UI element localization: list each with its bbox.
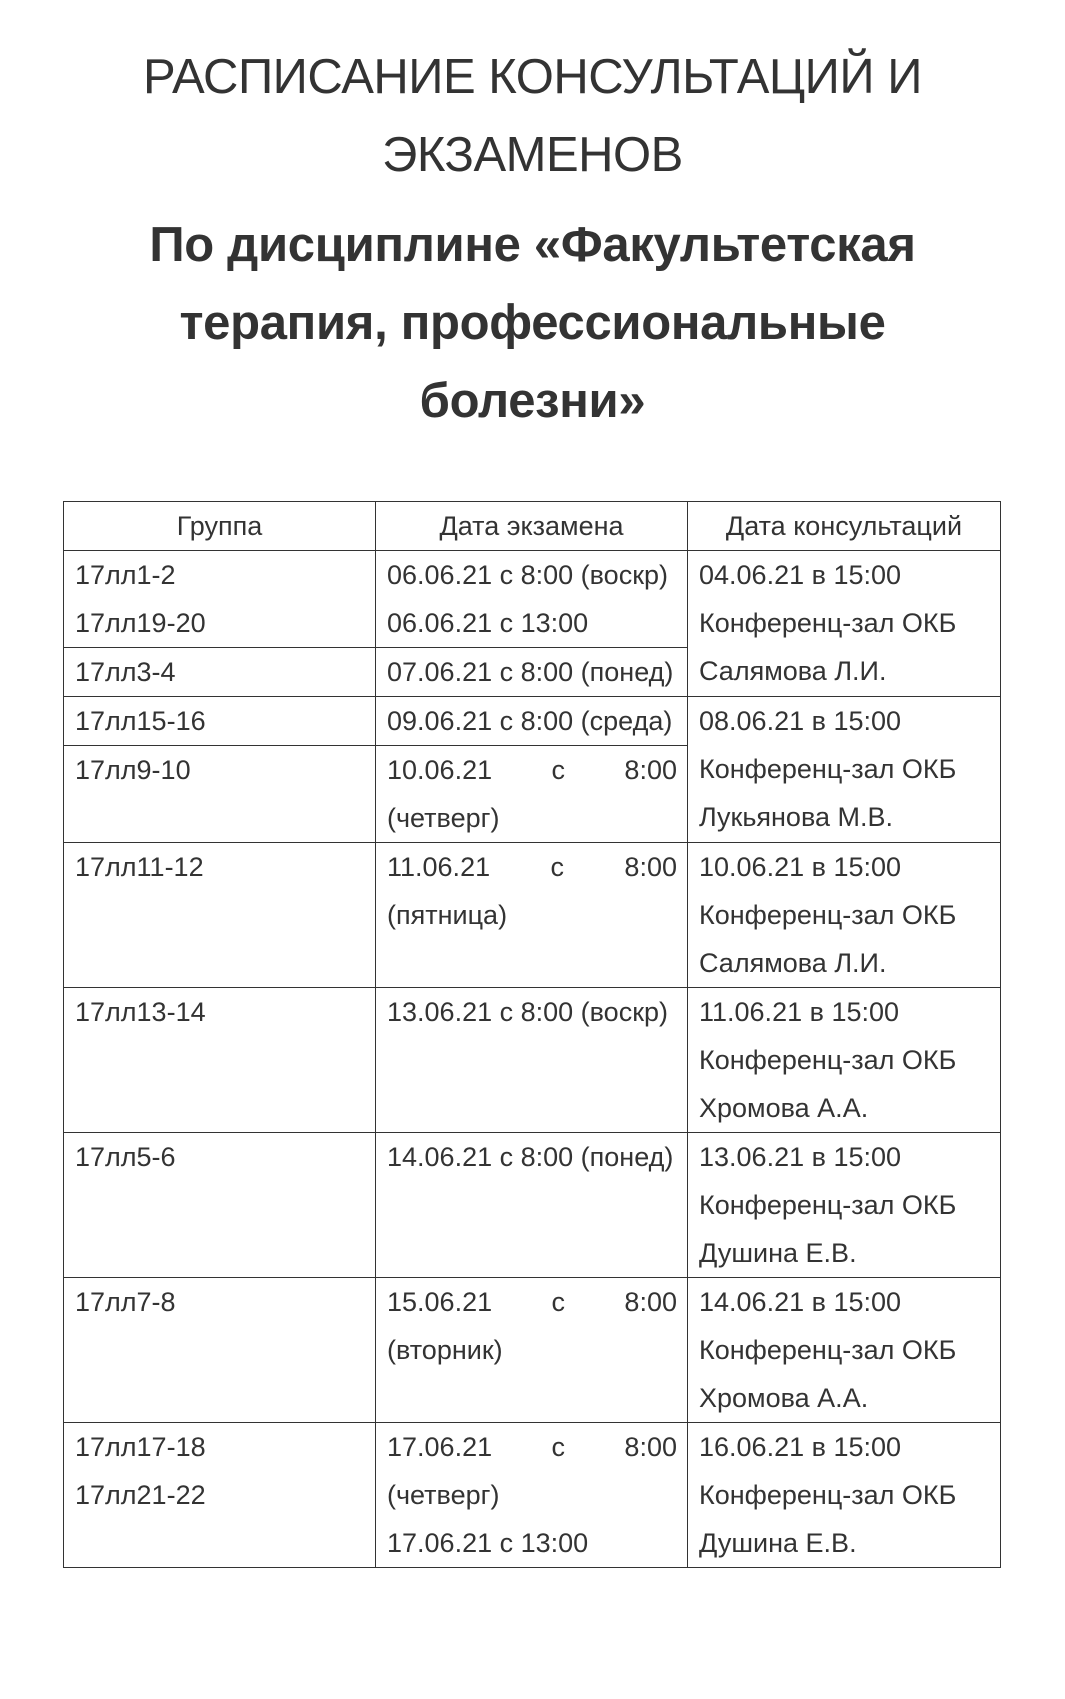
group-name: 17лл5-6 bbox=[75, 1142, 176, 1172]
exam-date-prep: с bbox=[551, 1432, 566, 1462]
group-cell bbox=[64, 697, 376, 746]
exam-date: 06.06.21 с 13:00 bbox=[387, 608, 589, 638]
consultation-cell bbox=[688, 1133, 1001, 1278]
table-row bbox=[64, 843, 1001, 988]
exam-date-prep: с bbox=[551, 1287, 566, 1317]
consultation-cell bbox=[688, 1278, 1001, 1423]
exam-weekday: (вторник) bbox=[387, 1335, 503, 1365]
consultation-teacher: Лукьянова М.В. bbox=[699, 802, 894, 832]
exam-weekday: (четверг) bbox=[387, 803, 500, 833]
page-subtitle-line-2: терапия, профессиональные bbox=[179, 296, 886, 350]
table-row bbox=[64, 988, 1001, 1133]
group-name: 17лл9-10 bbox=[75, 755, 191, 785]
table-row bbox=[64, 551, 1001, 648]
group-cell bbox=[64, 648, 376, 697]
consultation-cell bbox=[688, 551, 1001, 697]
table-header-row bbox=[64, 502, 1001, 551]
exam-date-day: 11.06.21 bbox=[387, 852, 491, 882]
page-subtitle-line-1: По дисциплине «Факультетская bbox=[149, 218, 916, 272]
consultation-cell bbox=[688, 988, 1001, 1133]
consultation-cell bbox=[688, 843, 1001, 988]
consultation-teacher: Салямова Л.И. bbox=[699, 656, 887, 686]
exam-date-justified bbox=[387, 843, 677, 891]
page-title-line-2: ЭКЗАМЕНОВ bbox=[382, 128, 683, 182]
exam-date-justified bbox=[387, 1278, 677, 1326]
consultation-place: Конференц-зал ОКБ bbox=[699, 1480, 957, 1510]
group-cell bbox=[64, 1423, 376, 1568]
table-row bbox=[64, 697, 1001, 746]
exam-date-day: 10.06.21 bbox=[387, 755, 493, 785]
consultation-place: Конференц-зал ОКБ bbox=[699, 608, 957, 638]
group-cell bbox=[64, 843, 376, 988]
table-row bbox=[64, 1133, 1001, 1278]
exam-cell bbox=[376, 843, 688, 988]
group-name: 17лл19-20 bbox=[75, 608, 206, 638]
group-name: 17лл1-2 bbox=[75, 560, 176, 590]
group-cell bbox=[64, 551, 376, 648]
consultation-place: Конференц-зал ОКБ bbox=[699, 1335, 957, 1365]
consultation-date: 10.06.21 в 15:00 bbox=[699, 852, 902, 882]
exam-date-day: 15.06.21 bbox=[387, 1287, 493, 1317]
header-group: Группа bbox=[64, 502, 376, 551]
consultation-date: 08.06.21 в 15:00 bbox=[699, 706, 902, 736]
exam-date-prep: с bbox=[550, 852, 565, 882]
table-row bbox=[64, 1278, 1001, 1423]
header-exam-date: Дата экзамена bbox=[376, 502, 688, 551]
exam-date-justified bbox=[387, 746, 677, 794]
exam-date-justified bbox=[387, 1423, 677, 1471]
exam-cell bbox=[376, 697, 688, 746]
exam-date-time: 8:00 bbox=[624, 1287, 677, 1317]
consultation-cell bbox=[688, 697, 1001, 843]
group-name: 17лл13-14 bbox=[75, 997, 206, 1027]
exam-cell bbox=[376, 551, 688, 648]
page-title bbox=[60, 38, 1005, 194]
exam-weekday: (пятница) bbox=[387, 900, 508, 930]
exam-cell bbox=[376, 988, 688, 1133]
table-row bbox=[64, 1423, 1001, 1568]
consultation-place: Конференц-зал ОКБ bbox=[699, 1190, 957, 1220]
exam-date: 14.06.21 с 8:00 (понед) bbox=[387, 1142, 674, 1172]
exam-date-day: 17.06.21 bbox=[387, 1432, 493, 1462]
consultation-date: 16.06.21 в 15:00 bbox=[699, 1432, 902, 1462]
schedule-table bbox=[63, 501, 1001, 1568]
exam-cell bbox=[376, 1423, 688, 1568]
exam-date: 17.06.21 с 13:00 bbox=[387, 1528, 589, 1558]
exam-date: 07.06.21 с 8:00 (понед) bbox=[387, 657, 674, 687]
consultation-place: Конференц-зал ОКБ bbox=[699, 1045, 957, 1075]
exam-cell bbox=[376, 648, 688, 697]
consultation-teacher: Душина Е.В. bbox=[699, 1528, 857, 1558]
consultation-date: 11.06.21 в 15:00 bbox=[699, 997, 900, 1027]
exam-date: 06.06.21 с 8:00 (воскр) bbox=[387, 560, 669, 590]
exam-date-time: 8:00 bbox=[624, 1432, 677, 1462]
consultation-teacher: Салямова Л.И. bbox=[699, 948, 887, 978]
exam-cell bbox=[376, 746, 688, 843]
exam-date-time: 8:00 bbox=[624, 755, 677, 785]
header-consultation-date: Дата консультаций bbox=[688, 502, 1001, 551]
group-cell bbox=[64, 1278, 376, 1423]
group-name: 17лл15-16 bbox=[75, 706, 206, 736]
group-name: 17лл17-18 bbox=[75, 1432, 206, 1462]
group-name: 17лл11-12 bbox=[75, 852, 204, 882]
consultation-cell bbox=[688, 1423, 1001, 1568]
group-cell bbox=[64, 988, 376, 1133]
consultation-teacher: Хромова А.А. bbox=[699, 1383, 869, 1413]
consultation-teacher: Хромова А.А. bbox=[699, 1093, 869, 1123]
group-cell bbox=[64, 1133, 376, 1278]
exam-date: 09.06.21 с 8:00 (среда) bbox=[387, 706, 673, 736]
exam-cell bbox=[376, 1278, 688, 1423]
group-name: 17лл21-22 bbox=[75, 1480, 206, 1510]
exam-date: 13.06.21 с 8:00 (воскр) bbox=[387, 997, 669, 1027]
group-cell bbox=[64, 746, 376, 843]
page-subtitle-line-3: болезни» bbox=[419, 374, 646, 428]
page-subtitle bbox=[60, 206, 1005, 440]
consultation-date: 04.06.21 в 15:00 bbox=[699, 560, 902, 590]
consultation-date: 13.06.21 в 15:00 bbox=[699, 1142, 902, 1172]
exam-weekday: (четверг) bbox=[387, 1480, 500, 1510]
consultation-place: Конференц-зал ОКБ bbox=[699, 754, 957, 784]
group-name: 17лл3-4 bbox=[75, 657, 176, 687]
exam-cell bbox=[376, 1133, 688, 1278]
page-title-line-1: РАСПИСАНИЕ КОНСУЛЬТАЦИЙ И bbox=[143, 50, 922, 104]
consultation-teacher: Душина Е.В. bbox=[699, 1238, 857, 1268]
consultation-date: 14.06.21 в 15:00 bbox=[699, 1287, 902, 1317]
exam-date-time: 8:00 bbox=[624, 852, 677, 882]
consultation-place: Конференц-зал ОКБ bbox=[699, 900, 957, 930]
exam-date-prep: с bbox=[551, 755, 566, 785]
group-name: 17лл7-8 bbox=[75, 1287, 176, 1317]
